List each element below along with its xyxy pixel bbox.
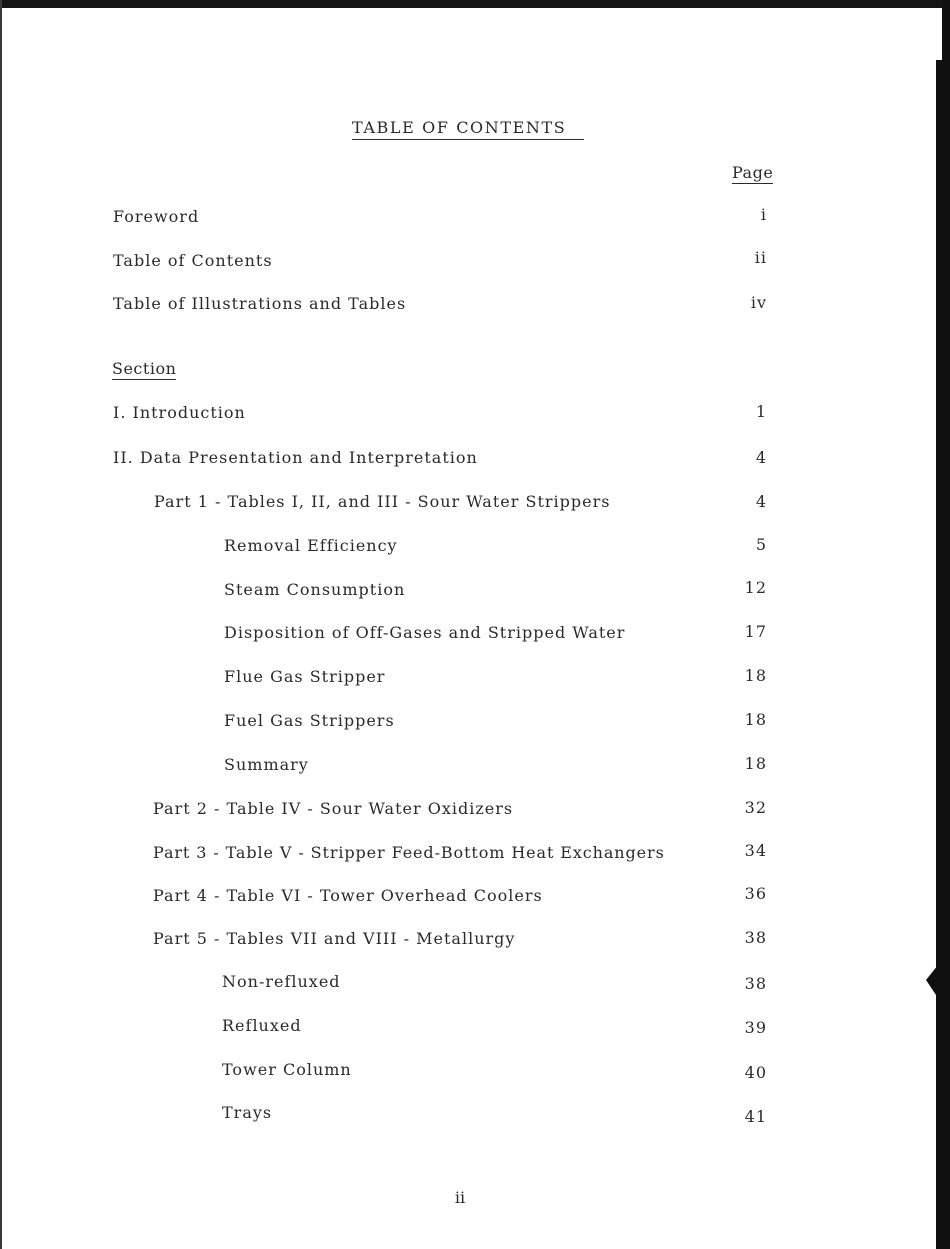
- toc-entry: Part 1 - Tables I, II, and III - Sour Water Strippers: [154, 492, 611, 511]
- toc-entry: Removal Efficiency: [224, 536, 398, 555]
- toc-entry: Refluxed: [222, 1016, 302, 1035]
- toc-entry: Flue Gas Stripper: [224, 667, 386, 686]
- toc-page: 41: [744, 1107, 767, 1126]
- toc-page-table-of-contents: ii: [754, 248, 767, 267]
- scan-right-border-inner: [936, 60, 950, 1249]
- toc-entry: Part 5 - Tables VII and VIII - Metallurgy: [153, 929, 516, 948]
- toc-entry: Summary: [224, 755, 309, 774]
- toc-entry: Part 3 - Table V - Stripper Feed-Bottom Heat Exchangers: [153, 843, 665, 862]
- toc-entry-illustrations: Table of Illustrations and Tables: [113, 294, 407, 313]
- toc-entry: Disposition of Off-Gases and Stripped Water: [224, 623, 626, 642]
- toc-page: 1: [755, 402, 767, 421]
- toc-page: 17: [744, 622, 767, 641]
- toc-entry: Non-refluxed: [222, 972, 341, 991]
- toc-page: 18: [744, 754, 767, 773]
- toc-entry: I. Introduction: [113, 403, 246, 422]
- scan-left-border: [0, 0, 2, 1249]
- toc-page: 12: [744, 578, 767, 597]
- page-column-header: Page: [732, 163, 774, 182]
- toc-page: 40: [744, 1063, 767, 1082]
- toc-page-foreword: i: [760, 205, 767, 224]
- toc-page: 38: [744, 928, 767, 947]
- toc-entry: Part 4 - Table VI - Tower Overhead Coolers: [153, 886, 543, 905]
- toc-entry: Part 2 - Table IV - Sour Water Oxidizers: [153, 799, 514, 818]
- toc-entry: II. Data Presentation and Interpretation: [113, 448, 478, 467]
- section-header: Section: [112, 359, 177, 378]
- scan-top-border: [0, 0, 950, 8]
- toc-page: 5: [755, 535, 767, 554]
- toc-entry: Tower Column: [222, 1060, 352, 1079]
- toc-entry: Trays: [222, 1103, 273, 1122]
- page-title: TABLE OF CONTENTS: [352, 118, 584, 140]
- toc-page: 38: [744, 974, 767, 993]
- toc-entry: Steam Consumption: [224, 580, 406, 599]
- toc-page: 18: [744, 710, 767, 729]
- toc-page-illustrations: iv: [750, 293, 767, 312]
- toc-entry-table-of-contents: Table of Contents: [113, 251, 273, 270]
- toc-page: 18: [744, 666, 767, 685]
- footer-page-number: ii: [454, 1188, 466, 1207]
- toc-page: 4: [755, 492, 767, 511]
- toc-entry: Fuel Gas Strippers: [224, 711, 395, 730]
- toc-page: 32: [744, 798, 767, 817]
- toc-page: 36: [744, 884, 767, 903]
- toc-entry-foreword: Foreword: [113, 207, 200, 226]
- toc-page: 34: [744, 841, 767, 860]
- toc-page: 4: [755, 448, 767, 467]
- toc-page: 39: [744, 1018, 767, 1037]
